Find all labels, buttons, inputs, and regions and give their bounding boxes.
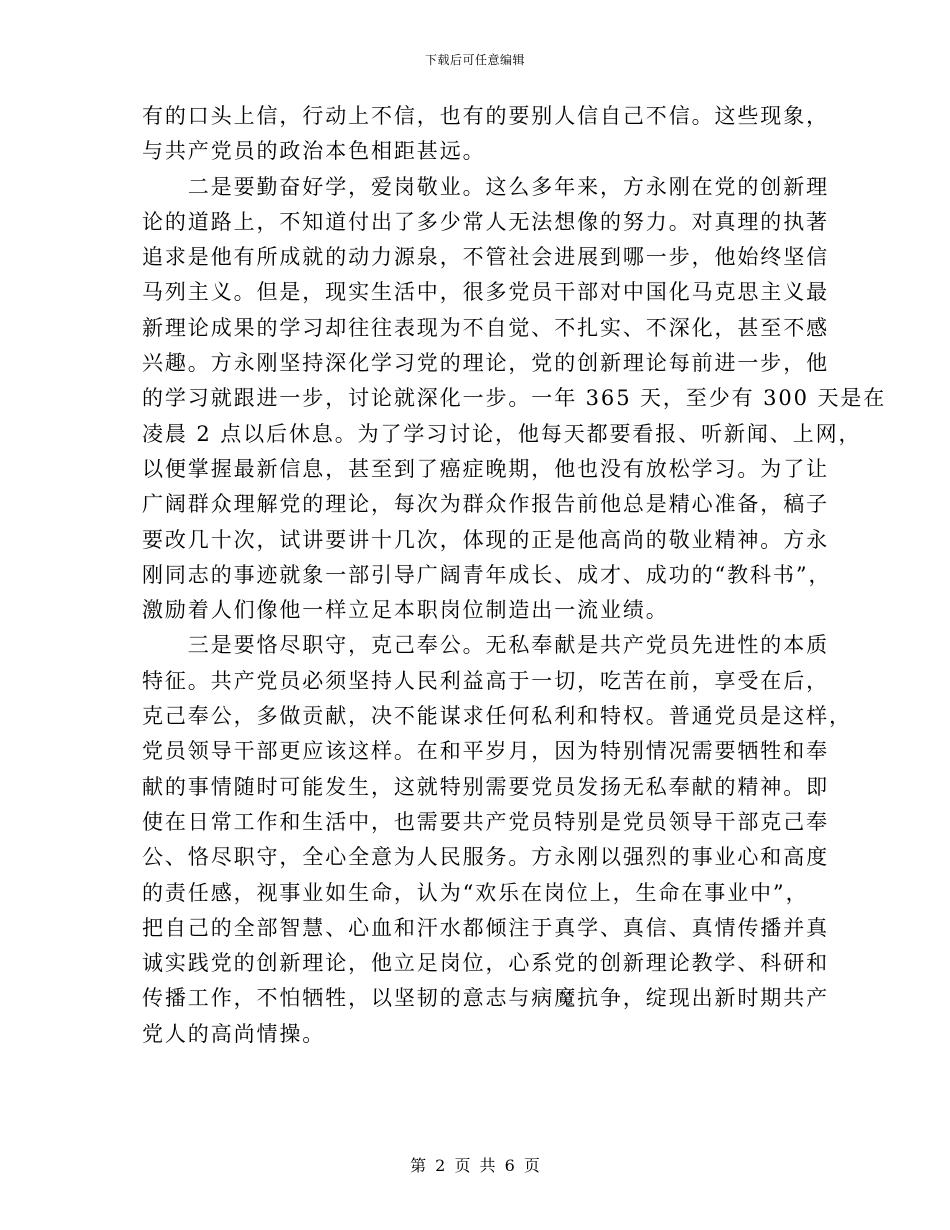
text-line: 要改几十次，试讲要讲十几次，体现的正是他高尚的敬业精神。方永	[142, 527, 829, 552]
text-line: 马列主义。但是，现实生活中，很多党员干部对中国化马克思主义最	[142, 280, 829, 305]
text-line: 克己奉公，多做贡献，决不能谋求任何私利和特权。普通党员是这样，	[142, 704, 852, 729]
text-line: 特征。共产党员必须坚持人民利益高于一切，吃苦在前，享受在后，	[142, 668, 829, 693]
text-line: 兴趣。方永刚坚持深化学习党的理论，党的创新理论每前进一步，他	[142, 351, 829, 376]
text-line: 与共产党员的政治本色相距甚远。	[142, 139, 486, 164]
text-line: 党员领导干部更应该这样。在和平岁月，因为特别情况需要牺牲和奉	[142, 739, 829, 764]
text-line: 献的事情随时可能发生，这就特别需要党员发扬无私奉献的精神。即	[142, 774, 829, 799]
document-body	[142, 99, 887, 1052]
text-line: 诚实践党的创新理论，他立足岗位，心系党的创新理论教学、科研和	[142, 951, 829, 976]
text-line: 公、恪尽职守，全心全意为人民服务。方永刚以强烈的事业心和高度	[142, 845, 829, 870]
page-header: 下载后可任意编辑	[424, 53, 525, 67]
text-line: 论的道路上，不知道付出了多少常人无法想像的努力。对真理的执著	[142, 209, 829, 234]
text-line: 三是要恪尽职守，克己奉公。无私奉献是共产党员先进性的本质	[142, 633, 829, 658]
text-line: 的学习就跟进一步，讨论就深化一步。一年 365 天，至少有 300 天是在	[142, 386, 887, 411]
text-line: 的责任感，视事业如生命，认为“欢乐在岗位上，生命在事业中”，	[142, 880, 809, 905]
text-line: 把自己的全部智慧、心血和汗水都倾注于真学、真信、真情传播并真	[142, 915, 829, 940]
text-line: 有的口头上信，行动上不信，也有的要别人信自己不信。这些现象，	[142, 104, 829, 128]
text-line: 传播工作，不怕牺牲，以坚韧的意志与病魔抗争，绽现出新时期共产	[142, 986, 829, 1011]
text-line: 使在日常工作和生活中，也需要共产党员特别是党员领导干部克己奉	[142, 809, 829, 834]
text-line: 以便掌握最新信息，甚至到了癌症晚期，他也没有放松学习。为了让	[142, 456, 829, 481]
page-number-footer: 第 2 页 共 6 页	[410, 1156, 540, 1175]
text-line: 凌晨 2 点以后休息。为了学习讨论，他每天都要看报、听新闻、上网，	[142, 421, 862, 446]
text-line: 二是要勤奋好学，爱岗敬业。这么多年来，方永刚在党的创新理	[142, 174, 829, 199]
text-line: 广阔群众理解党的理论，每次为群众作报告前他总是精心准备，稿子	[142, 492, 829, 517]
text-line: 追求是他有所成就的动力源泉，不管社会进展到哪一步，他始终坚信	[142, 245, 829, 270]
text-line: 党人的高尚情操。	[142, 1021, 326, 1046]
text-line: 新理论成果的学习却往往表现为不自觉、不扎实、不深化，甚至不感	[142, 315, 829, 340]
text-line: 刚同志的事迹就象一部引导广阔青年成长、成才、成功的“教科书”，	[142, 562, 832, 587]
text-line: 激励着人们像他一样立足本职岗位制造出一流业绩。	[142, 598, 669, 623]
